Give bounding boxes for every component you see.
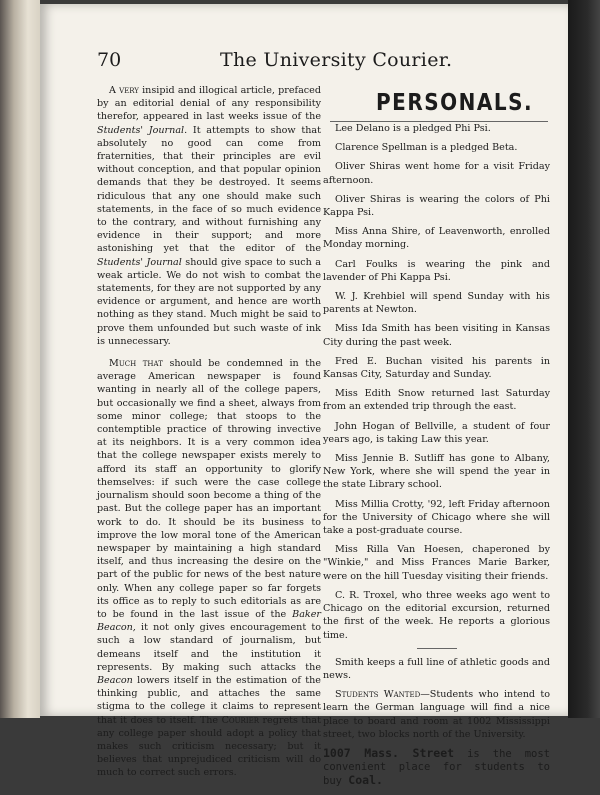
personal-item: Oliver Shiras is wearing the colors of Phi Kappa Psi. [323,193,550,219]
ad-lead-in: Students Wanted [335,689,421,701]
lead-in: Much that [109,358,163,370]
text-run: —Students who intend to learn the German language will find a nice place to board and room at 1002 Mississippi street, two blocks north of the University. [323,689,550,740]
text-run: lowers itself in the estimation of the thinking public, and attaches the same stigma to the college it claims to represent that it does to itself. The [97,674,321,726]
editorial-paragraph-2 [97,357,321,780]
personal-item: Miss Anna Shire, of Leavenworth, enrolled Monday morning. [323,226,550,251]
text-run: regrets that any college paper should adopt a policy that makes such criticism necessary; but it believes that unprejudiced criticism will do much to correct such errors. [97,714,321,779]
publication-title: Baker Beacon, [97,608,321,634]
ad-smith: Smith keeps a full line of athletic goods and news. [323,656,550,681]
text-run: It attempts to show that absolutely no good can come from fraternities, that their principles are evil without conception, and that popular opinion demands that they be destroyed. It seems ridiculous that any one should make such statements, in the face of so much evidence to the contrary, and without furnishing any evidence in their support; and more astonishing yet that the editor of the [97,124,321,255]
personal-item: Oliver Shiras went home for a visit Friday afternoon. [323,161,550,186]
publication-title: Beacon [97,674,133,686]
personals-list [323,122,550,642]
section-divider [417,648,457,649]
page-edge [568,0,600,718]
publication-title: Students' Journal. [97,124,188,136]
text-run: should give space to such a weak article. We do not wish to combat the statements, for they are not supported by any evidence or argument, and hence are worth nothing as they stand. Much might be said to prove them unfounded but such waste of ink is unnecessary. [97,256,321,347]
personal-item: Fred E. Buchan visited his parents in Kansas City, Saturday and Sunday. [323,355,550,381]
page [40,4,568,788]
text-run: should be condemned in the average American newspaper is found wanting in nearly all of the college papers, but occasionally we find a sheet, always from some minor college; that stoops to the contemptible practice of throwing invective at its neighbors. It is a very common idea that the college newspaper exists merely to afford its staff an opportunity to glorify themselves: if such were the case college journalism should soon become a thing of the past. But the college paper has an important work to do. It should be its business to improve the low moral tone of the American newspaper by maintaining a high standard itself, and thus increasing the desire on the part of the public for news of the best nature only. When any college paper so far forgets its office as to reply to such editorials as are to be found in the last issue of the [97,358,321,620]
personals-heading: PERSONALS. [376,88,534,116]
ad-coal [323,747,550,789]
page-number: 70 [97,49,122,71]
personal-item: Lee Delano is a pledged Phi Psi. [335,123,491,134]
editorial-paragraph-1 [97,84,321,348]
editorial-column [97,84,321,789]
personal-item: Carl Foulks is wearing the pink and lavender of Phi Kappa Psi. [323,258,550,283]
personal-item: Miss Millia Crotty, '92, left Friday afternoon for the University of Chicago where she will take a post-graduate course. [323,498,550,537]
ad-students-wanted [323,688,550,741]
personal-item: Miss Jennie B. Sutliff has gone to Albany, New York, where she will spend the year in the state Library school. [323,453,550,491]
lead-in: A very [109,85,139,96]
publication-title: Students' Journal [97,256,182,268]
journal-title: The University Courier. [220,49,453,71]
personal-item: C. R. Troxel, who three weeks ago went to Chicago on the editorial excursion, returned the first of the week. He reports a glorious time. [323,589,550,641]
personal-item: Clarence Spellman is a pledged Beta. [335,142,518,154]
publication-title: Courier [221,714,259,726]
ad-address: 1007 Mass. Street [323,745,455,760]
personal-item: W. J. Krehbiel will spend Sunday with his parents at Newton. [323,291,550,316]
text-run: it not only gives encouragement to such a low standard of journalism, but demeans itself and the institution it represents. By making such attacks the [97,622,321,673]
text-run: is the most convenient place for students to buy [323,747,550,788]
text-run: insipid and illogical article, prefaced by an editorial denial of any responsibility therefor, appeared in last weeks issue of the [97,85,321,123]
ad-keyword: Coal. [348,773,383,788]
book-binding [0,0,40,718]
personal-item: John Hogan of Bellville, a student of four years ago, is taking Law this year. [323,420,550,445]
personal-item: Miss Ida Smith has been visiting in Kansas City during the past week. [323,323,550,348]
personals-column [323,122,550,795]
personal-item: Miss Edith Snow returned last Saturday from an extended trip through the east. [323,388,550,413]
personal-item: Miss Rilla Van Hoesen, chaperoned by "Winkie," and Miss Frances Marie Barker, were on the hill Tuesday visiting their friends. [323,544,550,582]
